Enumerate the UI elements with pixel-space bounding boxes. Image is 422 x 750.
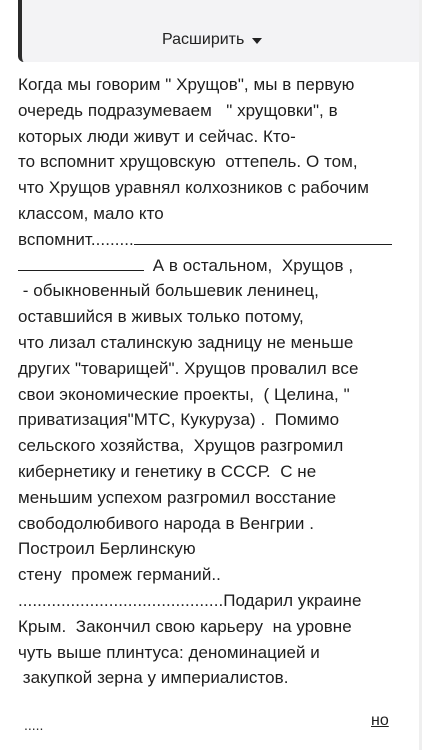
post-line: то вспомнит хрущовскую оттепель. О том, — [18, 152, 358, 172]
post-line: других "товарищей". Хрущов провалил все — [18, 358, 359, 378]
post-line: меньшим успехом разгромил восстание — [18, 487, 337, 507]
post-line: кибернетику и генетику в СССР. С не — [18, 461, 317, 481]
truncated-dots: ..... — [24, 717, 44, 733]
post-line-with-rule — [18, 227, 414, 253]
truncated-word: но — [371, 712, 389, 729]
post-line: Когда мы говорим " Хрущов", мы в первую — [18, 75, 355, 94]
expand-button[interactable] — [162, 31, 262, 49]
post-line: свободолюбивого народа в Венгрии . — [18, 513, 315, 533]
post-line: приватизация"МТС, Кукуруза) . Помимо — [18, 410, 340, 430]
post-line: которых люди живут и сейчас. Кто- — [18, 126, 296, 146]
expand-button-label: Расширить — [162, 31, 245, 48]
post-line: Построил Берлинскую — [18, 539, 196, 559]
post-line: - обыкновенный большевик ленинец, — [18, 281, 319, 301]
post-line: очередь подразумеваем " хрущовки", в — [18, 100, 338, 120]
underline-rule — [18, 256, 144, 271]
post-line: стену промеж германий.. — [18, 565, 221, 585]
post-line: что Хрущов уравнял колхозников с рабочим — [18, 178, 369, 198]
post-line: ...........................................Подарил украине — [18, 590, 362, 610]
post-line-with-rule — [18, 253, 414, 279]
post-line: оставшийся в живых только потому, — [18, 307, 304, 327]
underline-rule — [134, 230, 392, 245]
post-line: классом, мало кто — [18, 203, 164, 223]
caret-down-icon — [252, 38, 262, 44]
post-body — [18, 72, 414, 691]
post-line: что лизал сталинскую задницу не меньше — [18, 332, 354, 352]
post-line: Крым. Закончил свою карьеру на уровне — [18, 616, 352, 636]
post-line: сельского хозяйства, Хрущов разгромил — [18, 436, 344, 456]
post-line: закупкой зерна у империалистов. — [18, 668, 289, 688]
post-line: чуть выше плинтуса: деноминацией и — [18, 642, 320, 662]
post-line: свои экономические проекты, ( Целина, " — [18, 384, 350, 404]
expand-panel — [18, 0, 422, 62]
post-line-text: вспомнит......... — [18, 229, 134, 249]
post-line-text: А в остальном, Хрущов , — [148, 255, 354, 275]
